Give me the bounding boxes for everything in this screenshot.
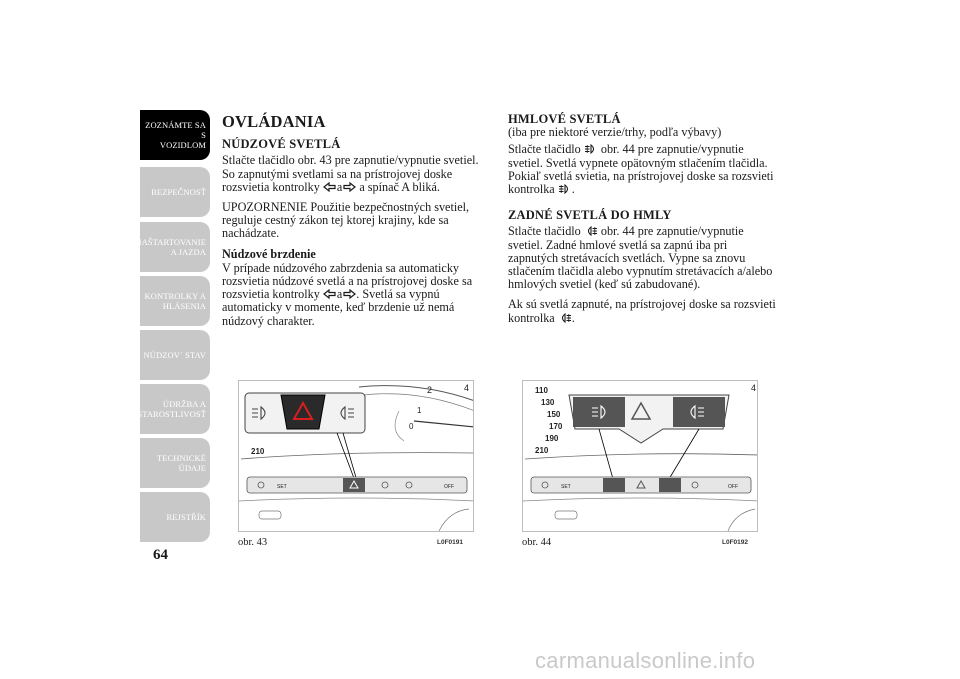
- rear-fog-light-icon: [584, 226, 598, 236]
- tab-bezpecnost[interactable]: BEZPEČNOSŤ: [140, 167, 210, 217]
- right-column: [508, 113, 780, 332]
- speed-number: 210: [535, 446, 549, 455]
- tab-technicke-udaje[interactable]: TECHNICKÉ ÚDAJE: [140, 438, 210, 488]
- panel-label: OFF: [444, 484, 454, 490]
- panel-label: SET: [277, 484, 287, 490]
- tab-nudzovy-stav[interactable]: NÚDZOV´ STAV: [140, 330, 210, 380]
- gauge-number: 4: [751, 383, 757, 393]
- hazard-warning-paragraph: UPOZORNENIE Použitie bezpečnostných svetiel, reguluje cestný zákon tej ktorej krajiny, kde sa nachádzate.: [222, 200, 470, 241]
- tab-rejstrik[interactable]: REJSTŘÍK: [140, 492, 210, 542]
- speed-number: 170: [549, 422, 563, 431]
- page-number: 64: [153, 547, 168, 563]
- tab-kontrolky[interactable]: KONTROLKY A HLÁSENIA: [140, 276, 210, 326]
- fog-note: (iba pre niektoré verzie/trhy, podľa výbavy): [508, 125, 722, 140]
- fog-heading: HMLOVÉ SVETLÁ: [508, 112, 621, 126]
- rear-fog-light-icon: [558, 313, 572, 323]
- turn-right-indicator-icon: [342, 289, 356, 299]
- fog-buttons-illustration: [523, 381, 758, 532]
- hazard-heading: NÚDZOVÉ SVETLÁ: [222, 137, 341, 152]
- watermark: carmanualsonline.info: [535, 648, 756, 673]
- fog-paragraph: Stlačte tlačidlo obr. 44 pre zapnutie/vypnutie svetiel. Svetlá vypnete opätovným stlačením tlačidla. Pokiaľ svetlá svietia, na prístrojovej doske sa rozsvieti kontrolka .: [508, 142, 774, 197]
- front-fog-light-icon: [584, 144, 598, 154]
- speed-number: 150: [547, 410, 561, 419]
- turn-left-indicator-icon: [323, 289, 337, 299]
- hazard-button-illustration: [239, 381, 474, 532]
- figure-43: [238, 380, 474, 532]
- rear-fog-indicator-paragraph: Ak sú svetlá zapnuté, na prístrojovej doske sa rozsvieti kontrolka .: [508, 297, 776, 325]
- tab-zoznamte-sa[interactable]: ZOZNÁMTE SA S VOZIDLOM: [140, 110, 210, 160]
- figure-43-caption: obr. 43: [238, 537, 268, 548]
- rear-fog-heading: ZADNÉ SVETLÁ DO HMLY: [508, 208, 672, 223]
- panel-label: SET: [561, 484, 571, 490]
- speed-number: 190: [545, 434, 559, 443]
- gauge-number: 0: [409, 422, 414, 431]
- speed-number: 210: [251, 447, 265, 456]
- emergency-brake-heading: Núdzové brzdenie: [222, 246, 316, 261]
- turn-left-indicator-icon: [323, 182, 337, 192]
- panel-label: OFF: [728, 484, 738, 490]
- turn-right-indicator-icon: [342, 182, 356, 192]
- rear-fog-paragraph: Stlačte tlačidlo obr. 44 pre zapnutie/vypnutie svetiel. Zadné hmlové svetlá sa zapnú iba pri zapnutých stretávacích svetlách. Vypne sa znovu stlačením tlačidla alebo vypnutím stretávacích a/alebo hmlových svetiel (keď sú zabudované).: [508, 224, 773, 292]
- speed-number: 110: [535, 386, 548, 395]
- emergency-brake-paragraph: V prípade núdzového zabrzdenia sa automaticky rozsvietia núdzové svetlá a na prístrojovej doske sa rozsvietia kontrolky a . Svetlá sa vypnú automaticky v momente, keď brzdenie už nemá núdzový charakter.: [222, 260, 473, 328]
- left-column: [222, 112, 494, 335]
- gauge-number: 1: [417, 406, 422, 415]
- figure-44-caption: obr. 44: [522, 537, 552, 548]
- figure-43-code: L0F0191: [437, 539, 464, 546]
- gauge-number: 4: [464, 383, 470, 393]
- gauge-number: 2: [427, 385, 433, 395]
- front-fog-light-icon: [558, 184, 572, 194]
- hazard-paragraph: Stlačte tlačidlo obr. 43 pre zapnutie/vypnutie svetiel. So zapnutými svetlami sa na prístrojovej doske rozsvietia kontrolky a a spínač A bliká.: [222, 153, 479, 194]
- figure-44-code: L0F0192: [722, 539, 749, 546]
- speed-number: 130: [541, 398, 555, 407]
- page-title: OVLÁDANIA: [222, 112, 326, 131]
- figure-44: [522, 380, 758, 532]
- tab-udrzba[interactable]: ÚDRŽBA A STAROSTLIVOSŤ: [140, 384, 210, 434]
- tab-nastartovanie[interactable]: NAŠTARTOVANIE A JAZDA: [140, 222, 210, 272]
